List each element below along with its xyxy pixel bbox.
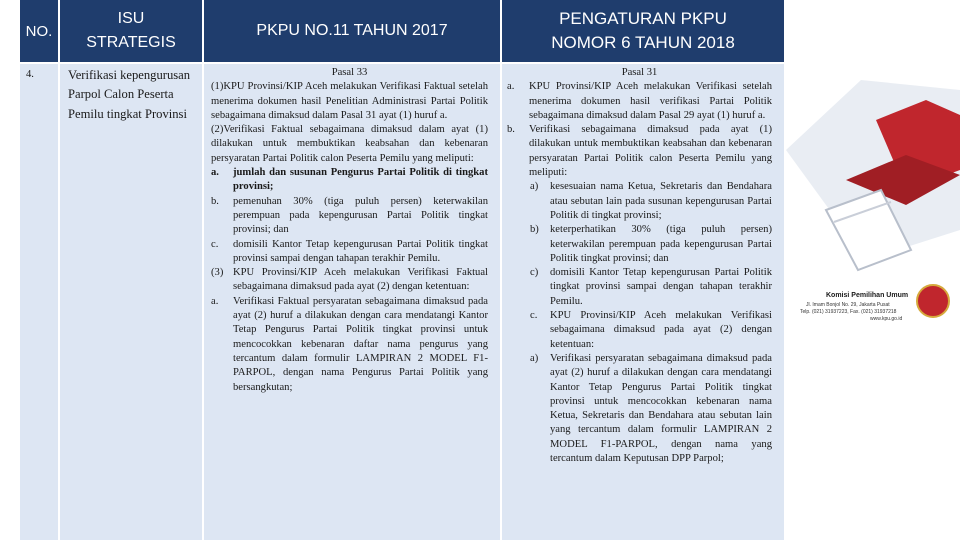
pkpu2017-item-a-mark: a.	[211, 167, 219, 179]
pkpu2017-item-a	[211, 166, 488, 195]
pkpu2018-item-a-text: KPU Provinsi/KIP Aceh melakukan Verifikasi setelah menerima dokumen hasil verifikasi Partai Politik sebagaimana dimaksud dalam Pasal 29 ayat (1) huruf a.	[529, 81, 772, 121]
pkpu2017-item-c-text: domisili Kantor Tetap kepengurusan Partai Politik tingkat provinsi sampai dengan tahapan terakhir Pemilu.	[233, 238, 488, 264]
header-pkpu2017: PKPU NO.11 TAHUN 2017	[256, 22, 448, 39]
pkpu2018-item-bb-text: keterperhatikan 30% (tiga puluh persen) keterwakilan perempuan pada kepengurusan Partai Politik tingkat provinsi; dan	[550, 224, 772, 264]
pkpu2018-item-b-text: Verifikasi sebagaimana dimaksud pada ayat (1) dilakukan untuk membuktikan keabsahan dan kebenaran persyaratan Partai Politik calon Peserta Pemilu yang meliputi:	[529, 124, 772, 179]
pkpu2017-item-a2-mark: a.	[211, 295, 219, 307]
header-pengaturan: PENGATURAN PKPU	[559, 9, 727, 28]
pkpu2017-content	[211, 66, 488, 395]
pkpu2018-item-ba	[529, 180, 772, 223]
header-strategis: STRATEGIS	[86, 34, 176, 51]
pkpu2018-pasal: Pasal 31	[621, 67, 658, 78]
pkpu2017-p2: (2)Verifikasi Faktual sebagaimana dimaksud dalam ayat (1) dilakukan untuk membuktikan keabsahan dan kebenaran persyaratan Partai Politik calon Peserta Pemilu yang meliputi:	[211, 124, 488, 164]
logo-web: www.kpu.go.id	[870, 316, 903, 322]
pkpu2018-item-ba-mark: a)	[530, 181, 539, 193]
pkpu2017-item-b	[211, 195, 488, 238]
kpu-emblem-icon	[916, 284, 950, 318]
header-no-cell	[20, 0, 58, 62]
pkpu2017-item-c	[211, 238, 488, 267]
pkpu2018-item-bc-mark: c)	[530, 267, 539, 279]
pkpu2018-item-bc-text: domisili Kantor Tetap kepengurusan Partai Politik tingkat provinsi sampai dengan tahapan terakhir Pemilu.	[550, 267, 772, 307]
ballot-box-icon	[786, 0, 960, 540]
logo-addr1: Jl. Imam Bonjol No. 29, Jakarta Pusat	[806, 302, 890, 308]
pkpu2018-item-ca-mark: a)	[530, 352, 539, 364]
pkpu2017-p1: (1)KPU Provinsi/KIP Aceh melakukan Verifikasi Faktual setelah menerima dokumen hasil Penelitian Administrasi Partai Politik sebagaimana dimaksud dalam Pasal 31 ayat (1) huruf a.	[211, 81, 488, 121]
pkpu2018-item-bc	[529, 266, 772, 309]
pkpu2018-item-c-text: KPU Provinsi/KIP Aceh melakukan Verifikasi sebagaimana dimaksud pada ayat (2) dengan ketentuan:	[550, 310, 772, 350]
pkpu2018-item-c	[529, 309, 772, 352]
logo-name: Komisi Pemilihan Umum	[826, 292, 909, 299]
header-no: NO.	[25, 22, 53, 40]
header-pkpu2018-cell	[502, 0, 784, 62]
pkpu2017-item-c-mark: c.	[211, 238, 219, 250]
pkpu2017-item-a2	[211, 295, 488, 395]
pkpu2017-p3	[211, 266, 488, 295]
pkpu2018-item-bb	[529, 223, 772, 266]
pkpu2018-item-c-mark: c.	[530, 310, 538, 322]
pkpu2018-item-a-mark: a.	[507, 81, 515, 93]
pkpu2018-content	[507, 66, 772, 466]
pkpu2018-item-a	[507, 80, 772, 123]
pkpu2018-item-ca-text: Verifikasi persyaratan sebagaimana dimaksud pada ayat (2) huruf a dilakukan dengan cara mendatangi Kantor Tetap Pengurus Partai Politik tingkat provinsi untuk mencocokkan kebenaran nama Ketua, Sekretaris dan Bendahara atau sebutan lain yang tercantum dalam formulir LAMPIRAN 2 MODEL F1-PARPOL, dengan nama yang tercantum dalam Keputusan DPP Parpol;	[550, 352, 772, 465]
pkpu2018-item-b	[507, 123, 772, 180]
header-nomor2018: NOMOR 6 TAHUN 2018	[551, 33, 735, 52]
header-pkpu2017-cell	[204, 0, 500, 62]
pkpu2017-item-b-text: pemenuhan 30% (tiga puluh persen) keterwakilan perempuan pada kepengurusan Partai Politik tingkat provinsi; dan	[233, 195, 488, 236]
pkpu2018-item-ba-text: kesesuaian nama Ketua, Sekretaris dan Bendahara atau sebutan lain pada susunan kepengurusan Partai Politik di tingkat provinsi;	[550, 181, 772, 221]
pkpu2017-item-a2-text: Verifikasi Faktual persyaratan sebagaimana dimaksud pada ayat (2) huruf a dilakukan dengan cara mendatangi Kantor Tetap Pengurus Partai Politik tingkat provinsi untuk mencocokkan kebenaran daftar nama pengurus yang tercantum dalam formulir LAMPIRAN 2 MODEL F1-PARPOL, dengan nama Pengurus Partai Politik yang bersangkutan;	[233, 295, 488, 393]
header-isu: ISU	[117, 10, 145, 27]
pkpu2017-item-a-text: jumlah dan susunan Pengurus Partai Politik di tingkat provinsi;	[233, 167, 488, 193]
pkpu2018-item-b-mark: b.	[507, 124, 515, 136]
pkpu2018-item-ca	[529, 352, 772, 466]
header-issue-cell	[60, 0, 202, 62]
body-issue-column	[60, 64, 202, 540]
pkpu2017-pasal: Pasal 33	[331, 67, 368, 78]
pkpu2017-p3-mark: (3)	[211, 267, 224, 279]
body-no-column	[20, 64, 58, 540]
row-issue: Verifikasi kepengurusan Parpol Calon Peserta Pemilu tingkat Provinsi	[68, 68, 191, 121]
pkpu2017-item-b-mark: b.	[211, 195, 219, 207]
row-number: 4.	[26, 69, 34, 80]
right-decoration	[786, 0, 960, 540]
pkpu2018-item-bb-mark: b)	[530, 224, 539, 236]
logo-addr2: Telp. (021) 31937223, Fax. (021) 31937218	[800, 309, 897, 315]
pkpu2017-p3-text: KPU Provinsi/KIP Aceh melakukan Verifikasi Faktual sebagaimana dimaksud pada ayat (2) dengan ketentuan:	[233, 267, 488, 293]
